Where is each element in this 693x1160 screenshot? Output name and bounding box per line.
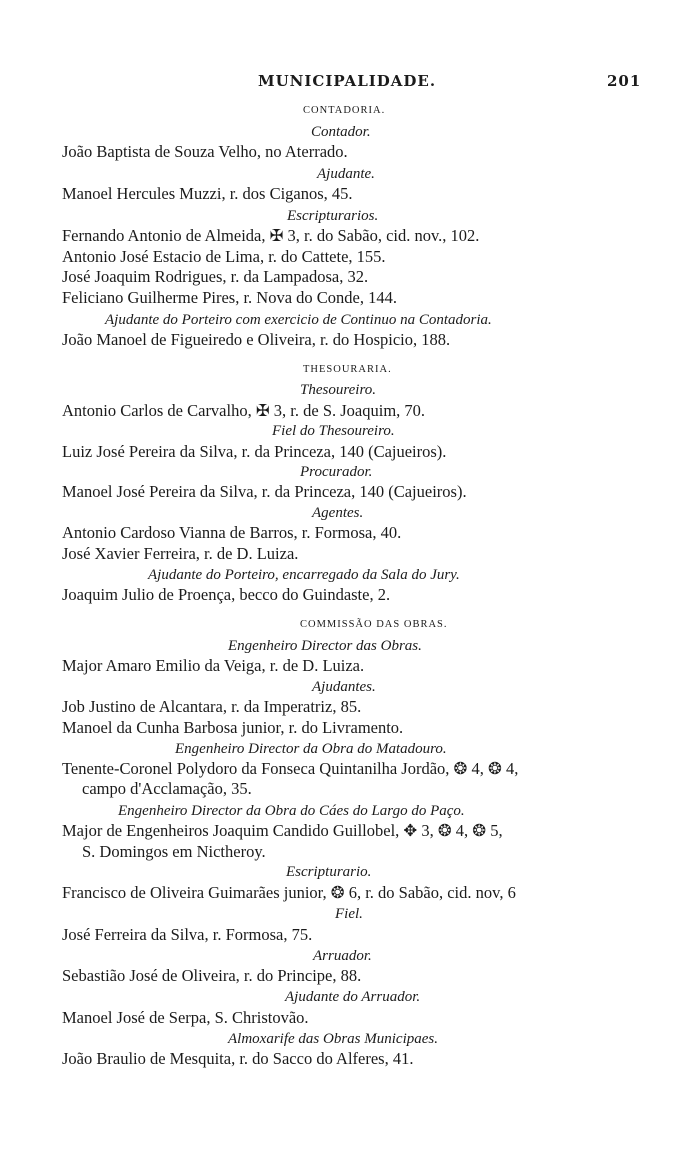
section-heading: COMMISSÃO DAS OBRAS. xyxy=(300,619,448,630)
entry-line: Sebastião José de Oliveira, r. do Principe, 88. xyxy=(62,966,362,985)
entry-line-continuation: S. Domingos em Nictheroy. xyxy=(82,842,266,861)
entry-line: Major de Engenheiros Joaquim Candido Guillobel, ✥ 3, ❂ 4, ❂ 5, xyxy=(62,821,503,840)
role-heading: Agentes. xyxy=(312,505,364,521)
role-heading: Ajudante do Arruador. xyxy=(285,989,421,1005)
entry-line: Antonio José Estacio de Lima, r. do Cattete, 155. xyxy=(62,247,386,266)
role-heading: Ajudante do Porteiro, encarregado da Sala do Jury. xyxy=(148,567,460,583)
page-number: 201 xyxy=(607,72,642,90)
entry-line: Fernando Antonio de Almeida, ✠ 3, r. do Sabão, cid. nov., 102. xyxy=(62,226,480,245)
entry-line: Tenente-Coronel Polydoro da Fonseca Quintanilha Jordão, ❂ 4, ❂ 4, xyxy=(62,759,519,778)
entry-line: Manoel José de Serpa, S. Christovão. xyxy=(62,1008,309,1027)
role-heading: Thesoureiro. xyxy=(300,382,376,398)
entry-line: Antonio Carlos de Carvalho, ✠ 3, r. de S. Joaquim, 70. xyxy=(62,401,426,420)
entry-line: Feliciano Guilherme Pires, r. Nova do Conde, 144. xyxy=(62,288,397,307)
role-heading: Engenheiro Director da Obra do Matadouro. xyxy=(175,741,447,757)
entry-line: João Baptista de Souza Velho, no Aterrado. xyxy=(62,142,348,161)
role-heading: Fiel do Thesoureiro. xyxy=(272,423,395,439)
entry-line: Luiz José Pereira da Silva, r. da Princeza, 140 (Cajueiros). xyxy=(62,442,447,461)
entry-line: João Braulio de Mesquita, r. do Sacco do Alferes, 41. xyxy=(62,1049,414,1068)
section-heading: CONTADORIA. xyxy=(303,105,386,116)
role-heading: Engenheiro Director da Obra do Cáes do Largo do Paço. xyxy=(118,803,465,819)
entry-line: Manoel Hercules Muzzi, r. dos Ciganos, 45. xyxy=(62,184,353,203)
entry-line: Francisco de Oliveira Guimarães junior, ❂ 6, r. do Sabão, cid. nov, 6 xyxy=(62,883,516,902)
entry-line: Major Amaro Emilio da Veiga, r. de D. Luiza. xyxy=(62,656,365,675)
entry-line: Job Justino de Alcantara, r. da Imperatriz, 85. xyxy=(62,697,362,716)
entry-line: Manoel José Pereira da Silva, r. da Princeza, 140 (Cajueiros). xyxy=(62,482,467,501)
role-heading: Escripturarios. xyxy=(287,208,379,224)
role-heading: Procurador. xyxy=(300,464,373,480)
running-header: MUNICIPALIDADE. xyxy=(258,72,437,90)
entry-line: João Manoel de Figueiredo e Oliveira, r. do Hospicio, 188. xyxy=(62,330,451,349)
section-heading: THESOURARIA. xyxy=(303,364,392,375)
role-heading: Engenheiro Director das Obras. xyxy=(228,638,422,654)
entry-line: Manoel da Cunha Barbosa junior, r. do Livramento. xyxy=(62,718,404,737)
entry-line: José Joaquim Rodrigues, r. da Lampadosa, 32. xyxy=(62,267,369,286)
role-heading: Arruador. xyxy=(313,948,372,964)
role-heading: Ajudante. xyxy=(317,166,375,182)
role-heading: Almoxarife das Obras Municipaes. xyxy=(228,1031,438,1047)
entry-line: Antonio Cardoso Vianna de Barros, r. Formosa, 40. xyxy=(62,523,402,542)
role-heading: Ajudantes. xyxy=(312,679,376,695)
role-heading: Contador. xyxy=(311,124,371,140)
entry-line: José Ferreira da Silva, r. Formosa, 75. xyxy=(62,925,313,944)
entry-line: José Xavier Ferreira, r. de D. Luiza. xyxy=(62,544,299,563)
role-heading: Fiel. xyxy=(335,906,363,922)
entry-line-continuation: campo d'Acclamação, 35. xyxy=(82,779,252,798)
role-heading: Escripturario. xyxy=(286,864,372,880)
role-heading: Ajudante do Porteiro com exercicio de Continuo na Contadoria. xyxy=(105,312,492,328)
entry-line: Joaquim Julio de Proença, becco do Guindaste, 2. xyxy=(62,585,391,604)
